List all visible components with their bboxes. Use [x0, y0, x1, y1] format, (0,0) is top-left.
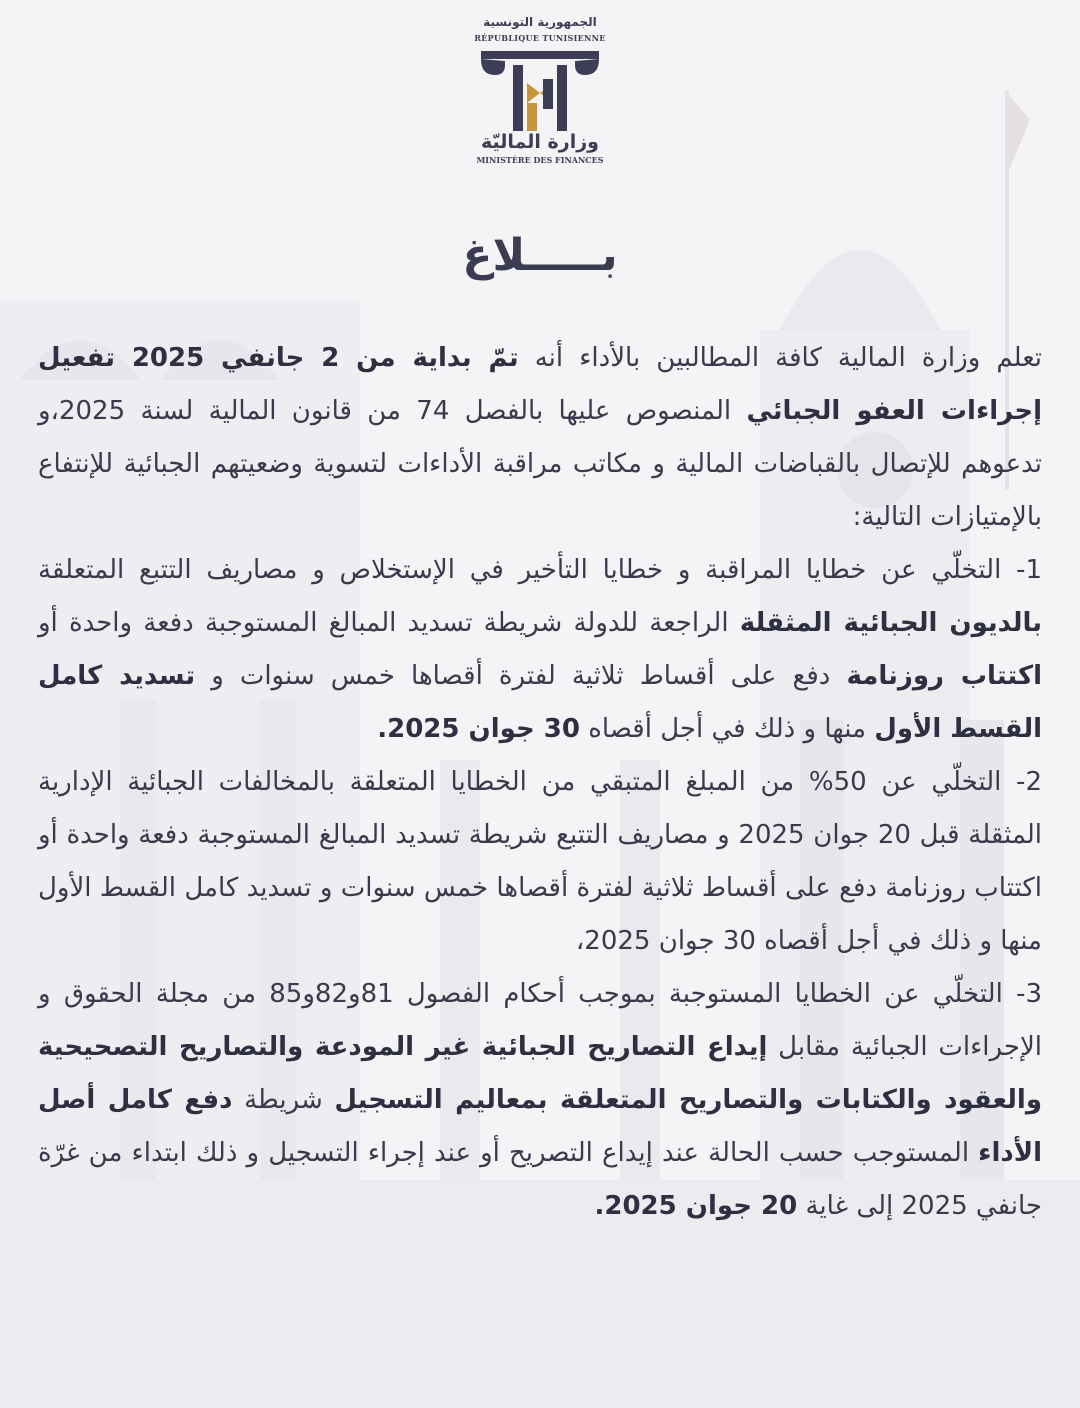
item-1-paragraph: 1- التخلّي عن خطايا المراقبة و خطايا التأخير في الإستخلاص و مصاريف التتبع المتعلقة بالديون الجبائية المثقلة الراجعة للدولة شريطة تسديد المبالغ المستوجبة دفعة واحدة أو اكتتاب روزنامة دفع على أقساط ثلاثية لفترة أقصاها خمس سنوات و تسديد كامل القسط الأول منها و ذلك في أجل أقصاه 30 جوان 2025. — [38, 555, 1042, 744]
item-2-paragraph: 2- التخلّي عن 50% من المبلغ المتبقي من الخطايا المتعلقة بالمخالفات الجبائية الإدارية المثقلة قبل 20 جوان 2025 و مصاريف التتبع شريطة تسديد المبالغ المستوجبة دفعة واحدة أو اكتتاب روزنامة دفع على أقساط ثلاثية لفترة أقصاها خمس سنوات و تسديد كامل القسط الأول منها و ذلك في أجل أقصاه 30 جوان 2025، — [38, 767, 1042, 956]
ministry-logo-icon — [475, 49, 605, 133]
intro-paragraph: تعلم وزارة المالية كافة المطالبين بالأداء أنه تمّ بداية من 2 جانفي 2025 تفعيل إجراءات العفو الجبائي المنصوص عليها بالفصل 74 من قانون المالية لسنة 2025،و تدعوهم للإتصال بالقباضات المالية و مكاتب مراقبة الأداءات لتسوية وضعيتهم الجبائية للإنتفاع بالإمتيازات التالية: — [38, 343, 1043, 532]
ministry-name-french: MINISTÈRE DES FINANCES — [476, 155, 604, 165]
announcement-body — [38, 332, 1042, 1233]
republic-name-french: RÉPUBLIQUE TUNISIENNE — [474, 33, 606, 43]
republic-name-arabic: الجمهورية التونسية — [483, 15, 597, 29]
ministry-header — [440, 14, 640, 165]
ministry-name-arabic: وزارة الماليّة — [481, 131, 599, 153]
item-3-paragraph: 3- التخلّي عن الخطايا المستوجبة بموجب أحكام الفصول 81و82و85 من مجلة الحقوق و الإجراءات الجبائية مقابل إيداع التصاريح الجبائية غير المودعة والتصاريح التصحيحية والعقود والكتابات والتصاريح المتعلقة بمعاليم التسجيل شريطة دفع كامل أصل الأداء المستوجب حسب الحالة عند إيداع التصريح أو عند إجراء التسجيل و ذلك ابتداء من غرّة جانفي 2025 إلى غاية 20 جوان 2025. — [38, 979, 1042, 1221]
page-title: بـــــلاغ — [462, 230, 618, 281]
